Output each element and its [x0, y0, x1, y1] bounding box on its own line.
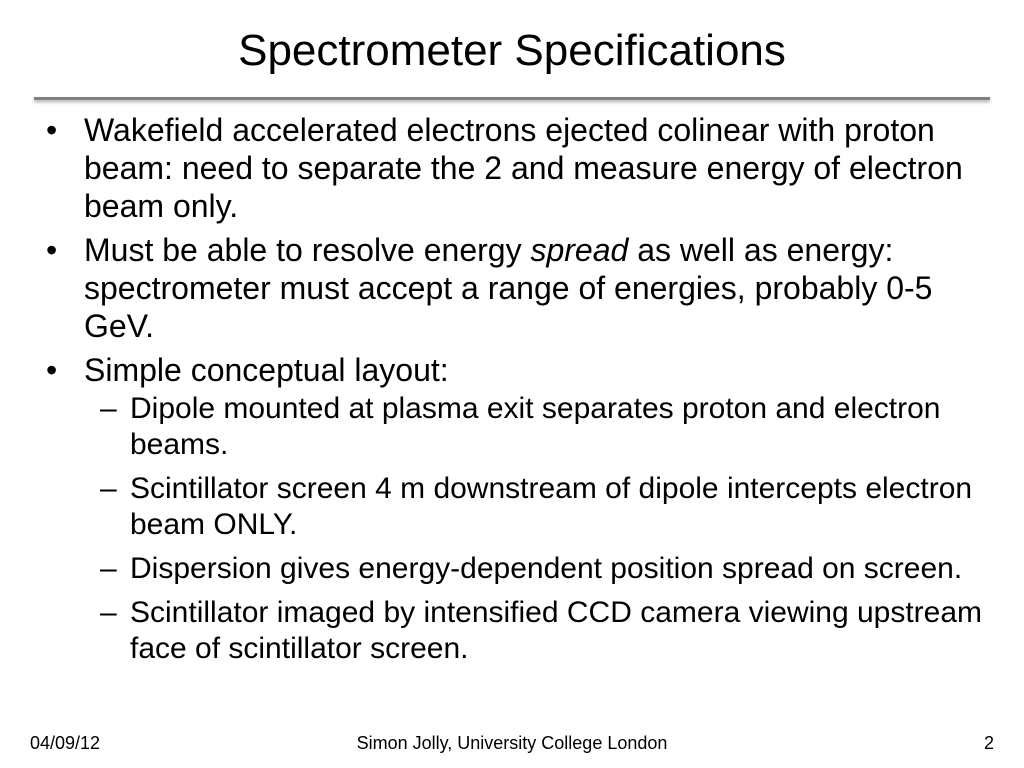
footer-author: Simon Jolly, University College London	[356, 733, 668, 753]
footer-date: 04/09/12	[30, 733, 101, 753]
sub-bullet-text: Scintillator screen 4 m downstream of dipole intercepts electron beam ONLY.	[130, 472, 973, 541]
bullet-text: Wakefield accelerated electrons ejected colinear with proton beam: need to separate the 2 and measure energy of electron beam only.	[84, 112, 963, 224]
bullet-text: Simple conceptual layout:	[84, 352, 449, 388]
sub-bullet-marker: –	[100, 596, 117, 629]
sub-bullet-list	[84, 391, 990, 667]
sub-bullet-item	[84, 471, 990, 543]
sub-bullet-marker: –	[100, 552, 117, 585]
bullet-marker: •	[46, 112, 58, 148]
sub-bullet-item	[84, 391, 990, 463]
sub-bullet-marker: –	[100, 472, 117, 505]
sub-bullet-item	[84, 551, 990, 587]
sub-bullet-text: Dispersion gives energy-dependent position spread on screen.	[130, 552, 963, 585]
sub-bullet-text: Dipole mounted at plasma exit separates proton and electron beams.	[130, 392, 941, 461]
bullet-marker: •	[46, 232, 58, 268]
bullet-item	[40, 231, 990, 345]
bullet-text-part: Must be able to resolve energy	[84, 232, 531, 268]
sub-bullet-item	[84, 595, 990, 667]
bullet-text-emphasis: spread	[530, 232, 629, 268]
sub-bullet-marker: –	[100, 392, 117, 425]
bullet-text-part: as well as energy: spectrometer must accept a range of energies, probably 0-5 GeV.	[84, 232, 933, 344]
bullet-item	[40, 111, 990, 225]
sub-bullet-text: Scintillator imaged by intensified CCD camera viewing upstream face of scintillator screen.	[130, 596, 983, 665]
slide-body	[40, 111, 990, 675]
footer-page-number: 2	[983, 733, 994, 753]
slide-title: Spectrometer Specifications	[238, 26, 786, 75]
bullet-list	[40, 111, 990, 667]
bullet-item	[40, 351, 990, 667]
bullet-marker: •	[46, 352, 58, 388]
title-divider	[34, 97, 990, 100]
